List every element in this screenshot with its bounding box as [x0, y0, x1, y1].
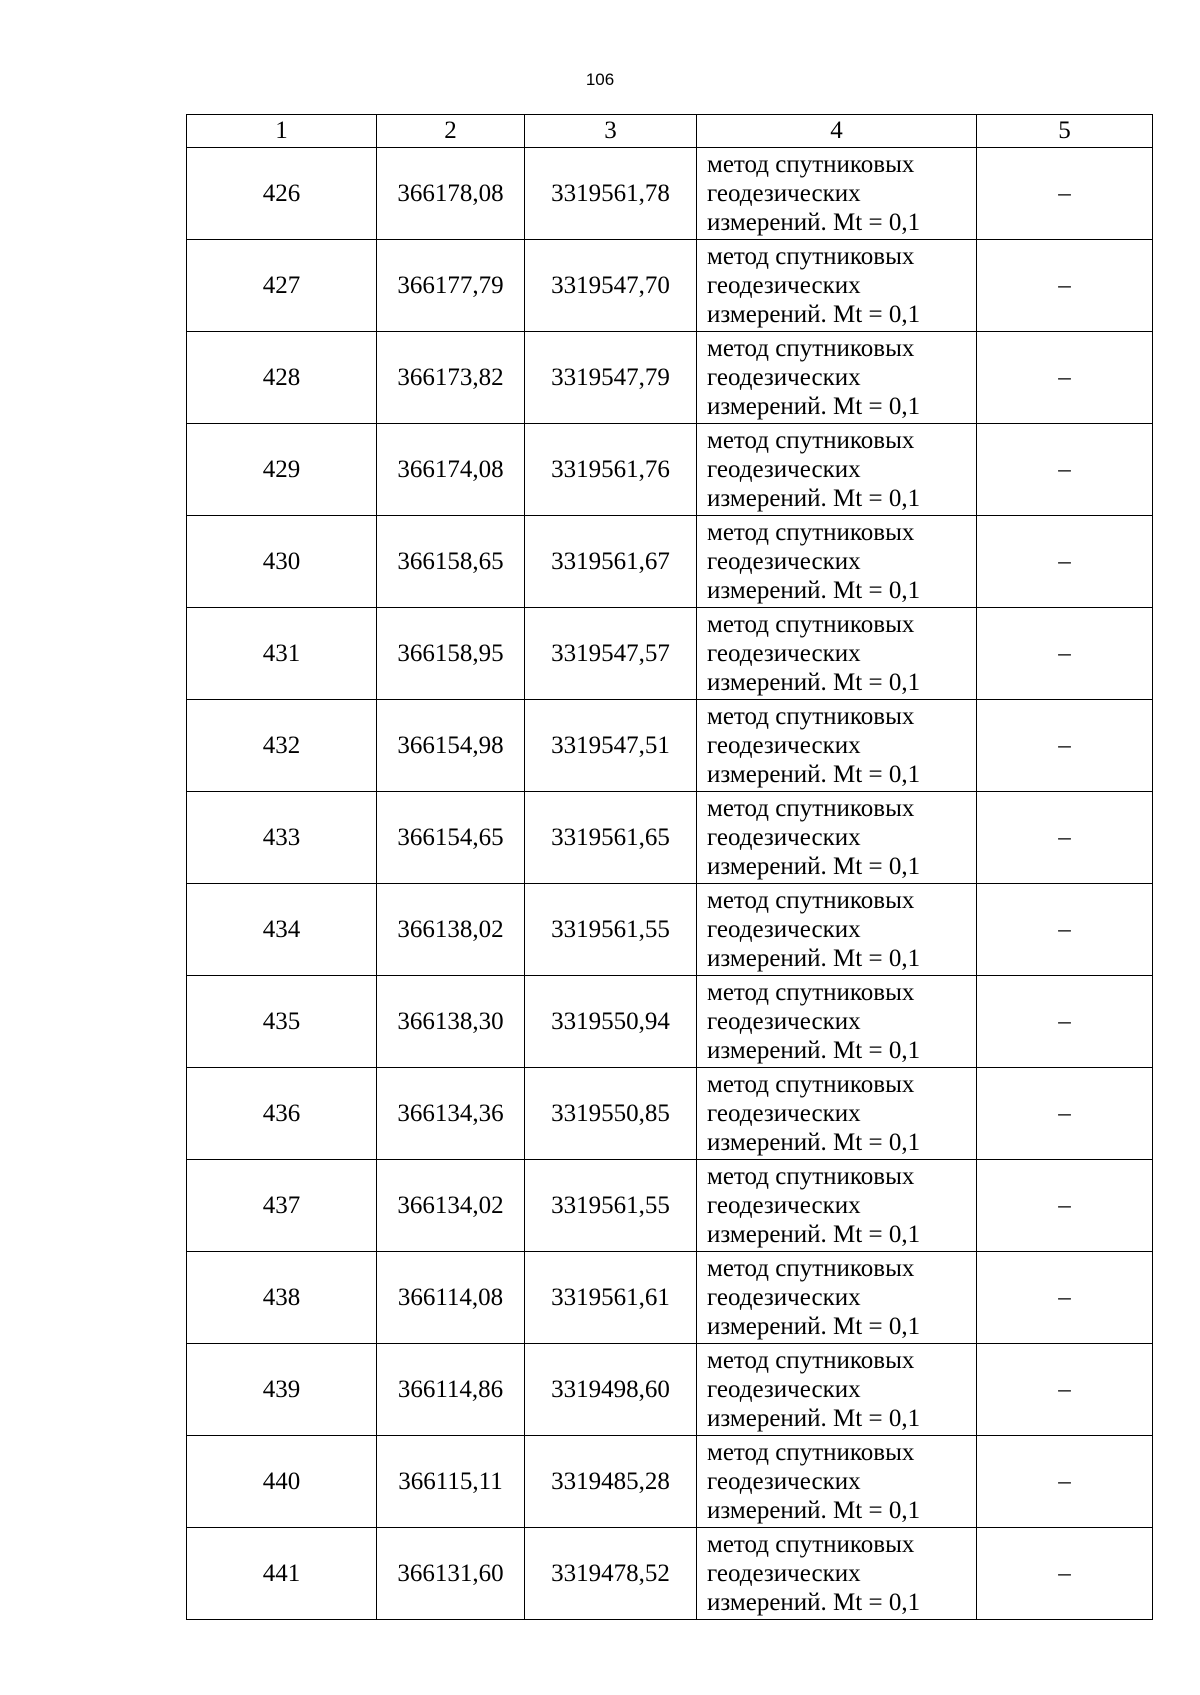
point-number-cell: 428	[187, 332, 377, 424]
point-number-cell: 441	[187, 1528, 377, 1620]
x-coordinate-cell: 366131,60	[377, 1528, 525, 1620]
x-coordinate-cell: 366174,08	[377, 424, 525, 516]
x-coordinate-cell: 366114,86	[377, 1344, 525, 1436]
header-row	[187, 115, 1153, 148]
method-text-line: измерений. Mt = 0,1	[707, 209, 921, 236]
method-text-line: геодезических	[707, 456, 861, 483]
table-row	[187, 1160, 1153, 1252]
col5-cell: –	[977, 608, 1153, 700]
method-text-line: геодезических	[707, 640, 861, 667]
y-coordinate-cell: 3319561,76	[525, 424, 697, 516]
method-cell	[697, 1528, 977, 1620]
method-text-line: измерений. Mt = 0,1	[707, 1405, 921, 1432]
method-text-line: метод спутниковых	[707, 1163, 915, 1190]
method-text-line: геодезических	[707, 824, 861, 851]
method-cell	[697, 884, 977, 976]
table-body	[187, 148, 1153, 1620]
method-text-line: измерений. Mt = 0,1	[707, 1589, 921, 1616]
method-text-line: измерений. Mt = 0,1	[707, 577, 921, 604]
method-text-line: геодезических	[707, 1192, 861, 1219]
method-cell	[697, 1436, 977, 1528]
method-text-line: геодезических	[707, 1376, 861, 1403]
method-cell	[697, 1160, 977, 1252]
page-number: 106	[585, 70, 615, 89]
x-coordinate-cell: 366173,82	[377, 332, 525, 424]
col5-cell: –	[977, 516, 1153, 608]
table-row	[187, 608, 1153, 700]
method-cell	[697, 516, 977, 608]
method-text-line: измерений. Mt = 0,1	[707, 945, 921, 972]
method-text-line: метод спутниковых	[707, 887, 915, 914]
y-coordinate-cell: 3319561,78	[525, 148, 697, 240]
method-text-line: геодезических	[707, 1560, 861, 1587]
method-cell	[697, 608, 977, 700]
method-text-line: метод спутниковых	[707, 1255, 915, 1282]
table-row	[187, 1252, 1153, 1344]
col5-cell: –	[977, 1436, 1153, 1528]
y-coordinate-cell: 3319550,85	[525, 1068, 697, 1160]
method-text-line: геодезических	[707, 1008, 861, 1035]
col5-cell: –	[977, 332, 1153, 424]
point-number-cell: 438	[187, 1252, 377, 1344]
table-row	[187, 976, 1153, 1068]
table-row	[187, 148, 1153, 240]
method-text-line: измерений. Mt = 0,1	[707, 485, 921, 512]
method-text-line: метод спутниковых	[707, 243, 915, 270]
col5-cell: –	[977, 1344, 1153, 1436]
method-cell	[697, 148, 977, 240]
method-text-line: геодезических	[707, 364, 861, 391]
y-coordinate-cell: 3319561,65	[525, 792, 697, 884]
col5-cell: –	[977, 424, 1153, 516]
col5-cell: –	[977, 1068, 1153, 1160]
point-number-cell: 439	[187, 1344, 377, 1436]
point-number-cell: 431	[187, 608, 377, 700]
x-coordinate-cell: 366158,65	[377, 516, 525, 608]
point-number-cell: 435	[187, 976, 377, 1068]
method-text-line: метод спутниковых	[707, 427, 915, 454]
table-row	[187, 1344, 1153, 1436]
point-number-cell: 426	[187, 148, 377, 240]
method-cell	[697, 1252, 977, 1344]
method-text-line: метод спутниковых	[707, 1071, 915, 1098]
table-row	[187, 1068, 1153, 1160]
header-col-5: 5	[977, 115, 1153, 148]
x-coordinate-cell: 366134,02	[377, 1160, 525, 1252]
method-text-line: метод спутниковых	[707, 1347, 915, 1374]
x-coordinate-cell: 366138,02	[377, 884, 525, 976]
point-number-cell: 437	[187, 1160, 377, 1252]
col5-cell: –	[977, 240, 1153, 332]
col5-cell: –	[977, 148, 1153, 240]
table-row	[187, 884, 1153, 976]
table-row	[187, 1528, 1153, 1620]
method-text-line: метод спутниковых	[707, 1439, 915, 1466]
method-text-line: метод спутниковых	[707, 611, 915, 638]
point-number-cell: 436	[187, 1068, 377, 1160]
x-coordinate-cell: 366115,11	[377, 1436, 525, 1528]
x-coordinate-cell: 366134,36	[377, 1068, 525, 1160]
y-coordinate-cell: 3319561,61	[525, 1252, 697, 1344]
y-coordinate-cell: 3319547,51	[525, 700, 697, 792]
x-coordinate-cell: 366114,08	[377, 1252, 525, 1344]
y-coordinate-cell: 3319561,55	[525, 884, 697, 976]
method-text-line: геодезических	[707, 272, 861, 299]
method-cell	[697, 976, 977, 1068]
col5-cell: –	[977, 976, 1153, 1068]
method-text-line: метод спутниковых	[707, 703, 915, 730]
col5-cell: –	[977, 1528, 1153, 1620]
col5-cell: –	[977, 700, 1153, 792]
method-cell	[697, 240, 977, 332]
point-number-cell: 440	[187, 1436, 377, 1528]
col5-cell: –	[977, 792, 1153, 884]
x-coordinate-cell: 366138,30	[377, 976, 525, 1068]
method-text-line: измерений. Mt = 0,1	[707, 1221, 921, 1248]
header-col-1: 1	[187, 115, 377, 148]
method-text-line: измерений. Mt = 0,1	[707, 1497, 921, 1524]
table-row	[187, 240, 1153, 332]
table-row	[187, 700, 1153, 792]
method-text-line: геодезических	[707, 916, 861, 943]
y-coordinate-cell: 3319561,67	[525, 516, 697, 608]
y-coordinate-cell: 3319561,55	[525, 1160, 697, 1252]
y-coordinate-cell: 3319547,57	[525, 608, 697, 700]
header-col-3: 3	[525, 115, 697, 148]
point-number-cell: 427	[187, 240, 377, 332]
method-text-line: геодезических	[707, 180, 861, 207]
method-text-line: геодезических	[707, 1100, 861, 1127]
method-text-line: измерений. Mt = 0,1	[707, 301, 921, 328]
method-cell	[697, 1068, 977, 1160]
point-number-cell: 434	[187, 884, 377, 976]
point-number-cell: 433	[187, 792, 377, 884]
coordinates-table	[186, 114, 1153, 1620]
method-text-line: геодезических	[707, 1284, 861, 1311]
method-text-line: геодезических	[707, 732, 861, 759]
table-header	[187, 115, 1153, 148]
point-number-cell: 429	[187, 424, 377, 516]
method-cell	[697, 332, 977, 424]
method-text-line: метод спутниковых	[707, 519, 915, 546]
table-row	[187, 424, 1153, 516]
table-row	[187, 332, 1153, 424]
method-text-line: измерений. Mt = 0,1	[707, 669, 921, 696]
x-coordinate-cell: 366178,08	[377, 148, 525, 240]
method-text-line: измерений. Mt = 0,1	[707, 1313, 921, 1340]
y-coordinate-cell: 3319550,94	[525, 976, 697, 1068]
header-col-4: 4	[697, 115, 977, 148]
method-cell	[697, 700, 977, 792]
method-text-line: измерений. Mt = 0,1	[707, 853, 921, 880]
x-coordinate-cell: 366154,98	[377, 700, 525, 792]
method-text-line: метод спутниковых	[707, 1531, 915, 1558]
point-number-cell: 432	[187, 700, 377, 792]
col5-cell: –	[977, 1252, 1153, 1344]
table-row	[187, 792, 1153, 884]
method-text-line: метод спутниковых	[707, 151, 915, 178]
x-coordinate-cell: 366158,95	[377, 608, 525, 700]
method-text-line: измерений. Mt = 0,1	[707, 393, 921, 420]
col5-cell: –	[977, 884, 1153, 976]
point-number-cell: 430	[187, 516, 377, 608]
method-text-line: измерений. Mt = 0,1	[707, 1129, 921, 1156]
y-coordinate-cell: 3319498,60	[525, 1344, 697, 1436]
col5-cell: –	[977, 1160, 1153, 1252]
x-coordinate-cell: 366177,79	[377, 240, 525, 332]
method-text-line: измерений. Mt = 0,1	[707, 1037, 921, 1064]
method-text-line: метод спутниковых	[707, 979, 915, 1006]
method-text-line: метод спутниковых	[707, 335, 915, 362]
method-text-line: метод спутниковых	[707, 795, 915, 822]
method-cell	[697, 792, 977, 884]
table-row	[187, 516, 1153, 608]
y-coordinate-cell: 3319547,70	[525, 240, 697, 332]
method-text-line: геодезических	[707, 548, 861, 575]
method-cell	[697, 424, 977, 516]
table-row	[187, 1436, 1153, 1528]
method-text-line: измерений. Mt = 0,1	[707, 761, 921, 788]
x-coordinate-cell: 366154,65	[377, 792, 525, 884]
y-coordinate-cell: 3319478,52	[525, 1528, 697, 1620]
header-col-2: 2	[377, 115, 525, 148]
y-coordinate-cell: 3319485,28	[525, 1436, 697, 1528]
y-coordinate-cell: 3319547,79	[525, 332, 697, 424]
method-cell	[697, 1344, 977, 1436]
method-text-line: геодезических	[707, 1468, 861, 1495]
